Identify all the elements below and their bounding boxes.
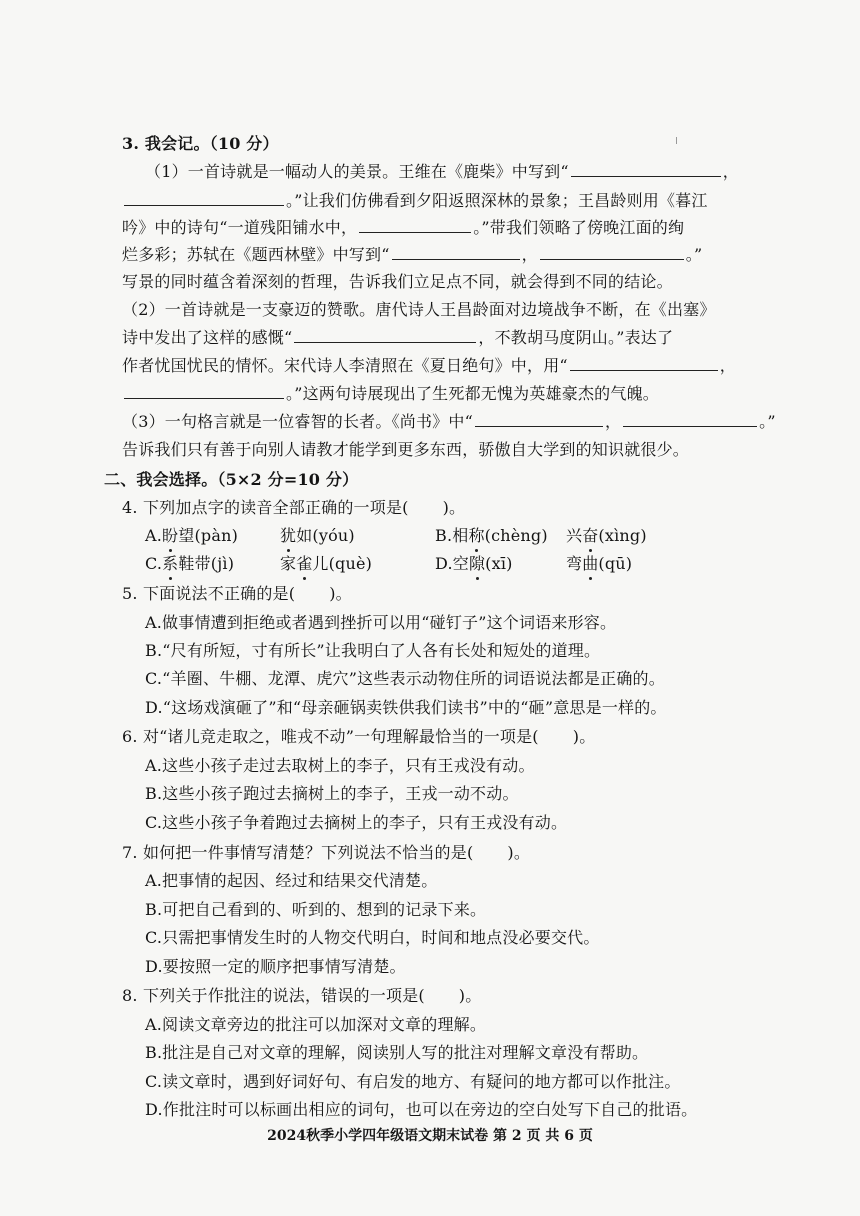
page-footer: 2024秋季小学四年级语文期末试卷 第 2 页 共 6 页: [267, 1128, 593, 1144]
q4-option-c2: 家雀儿(què): [280, 554, 373, 573]
answer-blank[interactable]: [124, 191, 284, 206]
q8-stem: 8. 下列关于作批注的说法，错误的一项是( )。: [122, 986, 482, 1005]
q6-stem: 6. 对“诸儿竞走取之，唯戎不动”一句理解最恰当的一项是( )。: [122, 727, 596, 746]
q4-option-d2: 弯曲(qū): [566, 554, 633, 573]
q7-option-d: D.要按照一定的顺序把事情写清楚。: [145, 957, 406, 976]
q6-option-a: A.这些小孩子走过去取树上的李子，只有王戎没有动。: [145, 756, 535, 775]
q3-p1-line2: 。”让我们仿佛看到夕阳返照深林的景象；王昌龄则用《暮江: [122, 190, 708, 212]
q6-option-c: C.这些小孩子争着跑过去摘树上的李子，只有王戎没有动。: [145, 813, 568, 832]
q3-p2-line1: （2）一首诗就是一支豪迈的赞歌。唐代诗人王昌龄面对边境战争不断，在《出塞》: [122, 300, 716, 319]
q3-p1-line4: 烂多彩；苏轼在《题西林壁》中写到“ ， 。”: [122, 245, 703, 264]
q3-p2-line2: 诗中发出了这样的感慨“ ，不教胡马度阴山。”表达了: [122, 328, 674, 347]
q8-option-b: B.批注是自己对文章的理解，阅读别人写的批注对理解文章没有帮助。: [145, 1043, 649, 1062]
q4-option-a1: A.盼望(pàn): [145, 526, 239, 545]
q3-p1-line5: 写景的同时蕴含着深刻的哲理，告诉我们立足点不同，就会得到不同的结论。: [122, 272, 673, 291]
section2-title: 二、我会选择。（5×2 分=10 分）: [104, 470, 359, 489]
q6-option-b: B.这些小孩子跑过去摘树上的李子，王戎一动不动。: [145, 784, 519, 803]
answer-blank[interactable]: [124, 384, 284, 399]
answer-blank[interactable]: [571, 162, 721, 177]
q7-option-b: B.可把自己看到的、听到的、想到的记录下来。: [145, 900, 487, 919]
q3-p2-line3: 作者忧国忧民的情怀。宋代诗人李清照在《夏日绝句》中，用“ ，: [122, 356, 736, 375]
q4-option-b2: 兴奋(xìng): [566, 526, 647, 545]
q3-p1-line1: （1）一首诗就是一幅动人的美景。王维在《鹿柴》中写到“ ，: [145, 162, 739, 181]
q4-option-c1: C.系鞋带(jì): [145, 554, 235, 573]
q4-stem: 4. 下列加点字的读音全部正确的一项是( )。: [122, 498, 466, 517]
q8-option-d: D.作批注时可以标画出相应的词句，也可以在旁边的空白处写下自己的批语。: [145, 1100, 698, 1119]
q8-option-a: A.阅读文章旁边的批注可以加深对文章的理解。: [145, 1015, 487, 1034]
q4-option-d1: D.空隙(xī): [435, 554, 513, 573]
q7-stem: 7. 如何把一件事情写清楚？下列说法不恰当的是( )。: [122, 843, 531, 862]
q5-stem: 5. 下面说法不正确的是( )。: [122, 584, 352, 603]
q3-p2-line4: 。”这两句诗展现出了生死都无愧为英雄豪杰的气魄。: [122, 383, 659, 405]
q5-option-b: B.“尺有所短，寸有所长”让我明白了人各有长处和短处的道理。: [145, 641, 601, 660]
q5-option-c: C.“羊圈、牛棚、龙潭、虎穴”这些表示动物住所的词语说法都是正确的。: [145, 669, 665, 688]
answer-blank[interactable]: [570, 356, 718, 371]
scan-mark: [676, 137, 677, 144]
answer-blank[interactable]: [359, 218, 471, 233]
q4-option-b1: B.相称(chèng): [435, 526, 548, 545]
q8-option-c: C.读文章时，遇到好词好句、有启发的地方、有疑问的地方都可以作批注。: [145, 1072, 681, 1091]
q3-p3-line1: （3）一句格言就是一位睿智的长者。《尚书》中“ ， 。”: [122, 412, 776, 431]
answer-blank[interactable]: [475, 412, 603, 427]
q4-option-a2: 犹如(yóu): [280, 526, 355, 545]
q3-p1-line3: 吟》中的诗句“一道残阳铺水中， 。”带我们领略了傍晚江面的绚: [122, 218, 685, 237]
q5-option-a: A.做事情遭到拒绝或者遇到挫折可以用“碰钉子”这个词语来形容。: [145, 613, 617, 632]
answer-blank[interactable]: [540, 245, 684, 260]
q7-option-a: A.把事情的起因、经过和结果交代清楚。: [145, 871, 438, 890]
q5-option-d: D.“这场戏演砸了”和“母亲砸锅卖铁供我们读书”中的“砸”意思是一样的。: [145, 698, 667, 717]
answer-blank[interactable]: [623, 412, 757, 427]
q3-title: 3. 我会记。（10 分）: [122, 134, 279, 153]
answer-blank[interactable]: [392, 245, 520, 260]
answer-blank[interactable]: [294, 328, 476, 343]
q3-p3-line2: 告诉我们只有善于向别人请教才能学到更多东西，骄傲自大学到的知识就很少。: [122, 440, 690, 459]
q7-option-c: C.只需把事情发生时的人物交代明白，时间和地点没必要交代。: [145, 928, 600, 947]
